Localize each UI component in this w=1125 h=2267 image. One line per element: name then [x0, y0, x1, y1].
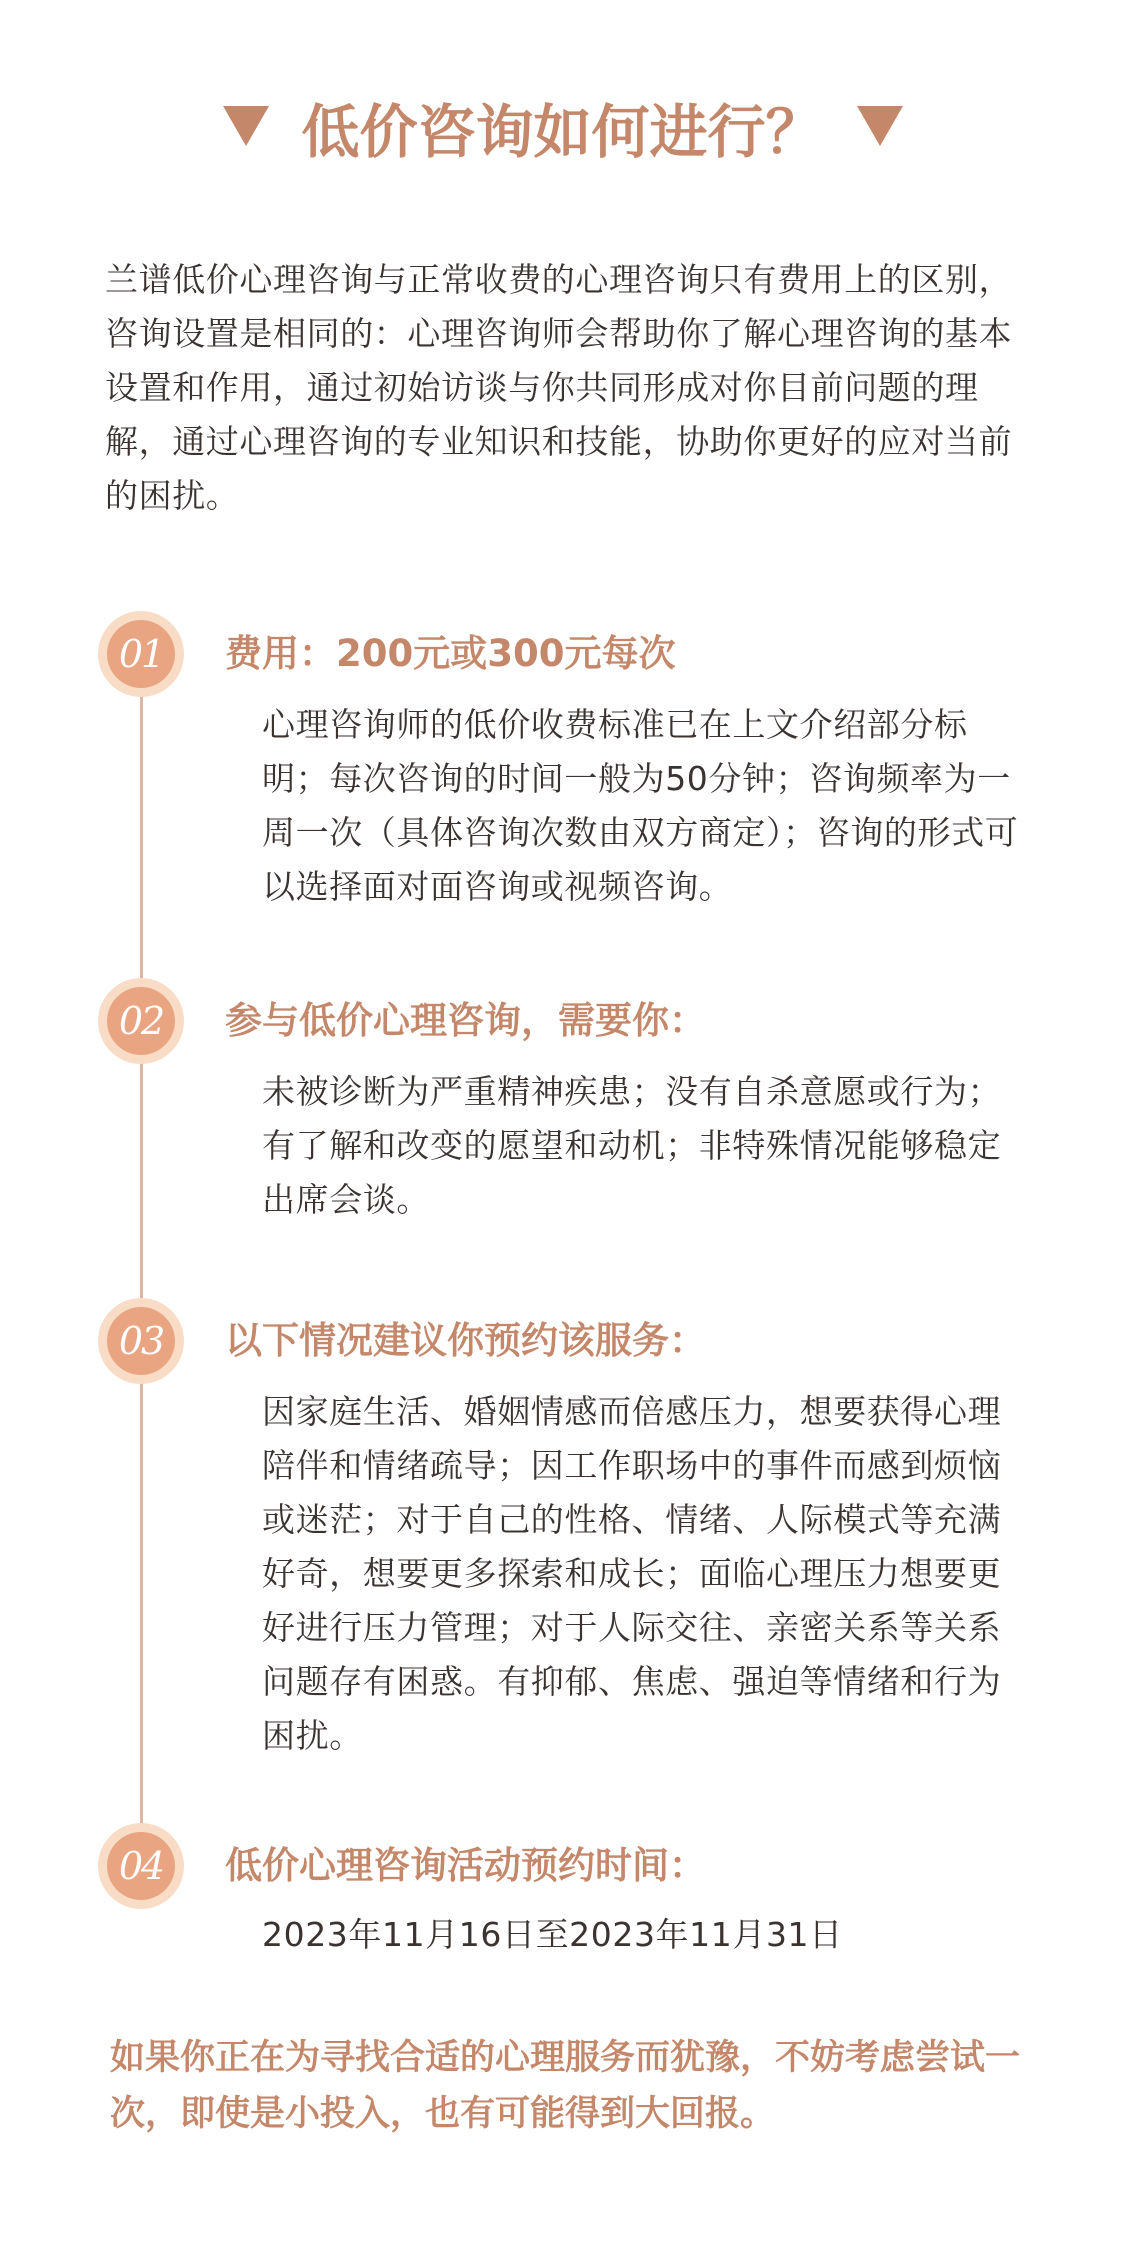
step-number: 01	[107, 620, 175, 688]
triangle-down-icon	[223, 106, 269, 146]
section-title: 费用：200元或300元每次	[225, 632, 676, 675]
section-body: 因家庭生活、婚姻情感而倍感压力，想要获得心理陪伴和情绪疏导；因工作职场中的事件而感到烦恼或迷茫；对于自己的性格、情绪、人际模式等充满好奇，想要更多探索和成长；面临心理压力想要更好进行压力管理；对于人际交往、亲密关系等关系问题存有困惑。有抑郁、焦虑、强迫等情绪和行为困扰。	[262, 1392, 1002, 1755]
step-number: 04	[107, 1832, 175, 1900]
step-badge-04	[98, 1823, 184, 1909]
section-body: 心理咨询师的低价收费标准已在上文介绍部分标明；每次咨询的时间一般为50分钟；咨询频率为一周一次（具体咨询次数由双方商定）；咨询的形式可以选择面对面咨询或视频咨询。	[262, 705, 1019, 906]
step-badge-01	[98, 611, 184, 697]
page-title: 低价咨询如何进行？	[301, 98, 824, 166]
timeline-line	[140, 660, 143, 1870]
triangle-down-icon	[857, 106, 903, 146]
step-badge-03	[98, 1298, 184, 1384]
step-badge-02	[98, 978, 184, 1064]
section-title: 参与低价心理咨询，需要你：	[225, 999, 706, 1042]
closing-paragraph: 如果你正在为寻找合适的心理服务而犹豫，不妨考虑尝试一次，即使是小投入，也有可能得到大回报。	[110, 2038, 1021, 2134]
section-body: 未被诊断为严重精神疾患；没有自杀意愿或行为；有了解和改变的愿望和动机；非特殊情况能够稳定出席会谈。	[262, 1072, 1002, 1219]
step-number: 02	[107, 987, 175, 1055]
intro-paragraph: 兰谱低价心理咨询与正常收费的心理咨询只有费用上的区别，咨询设置是相同的：心理咨询师会帮助你了解心理咨询的基本设置和作用，通过初始访谈与你共同形成对你目前问题的理解，通过心理咨询的专业知识和技能，协助你更好的应对当前的困扰。	[105, 260, 1013, 515]
section-title: 以下情况建议你预约该服务：	[225, 1319, 706, 1362]
header	[0, 92, 1125, 172]
section-title: 低价心理咨询活动预约时间：	[225, 1844, 706, 1887]
step-number: 03	[107, 1307, 175, 1375]
section-body: 2023年11月16日至2023年11月31日	[262, 1915, 843, 1954]
